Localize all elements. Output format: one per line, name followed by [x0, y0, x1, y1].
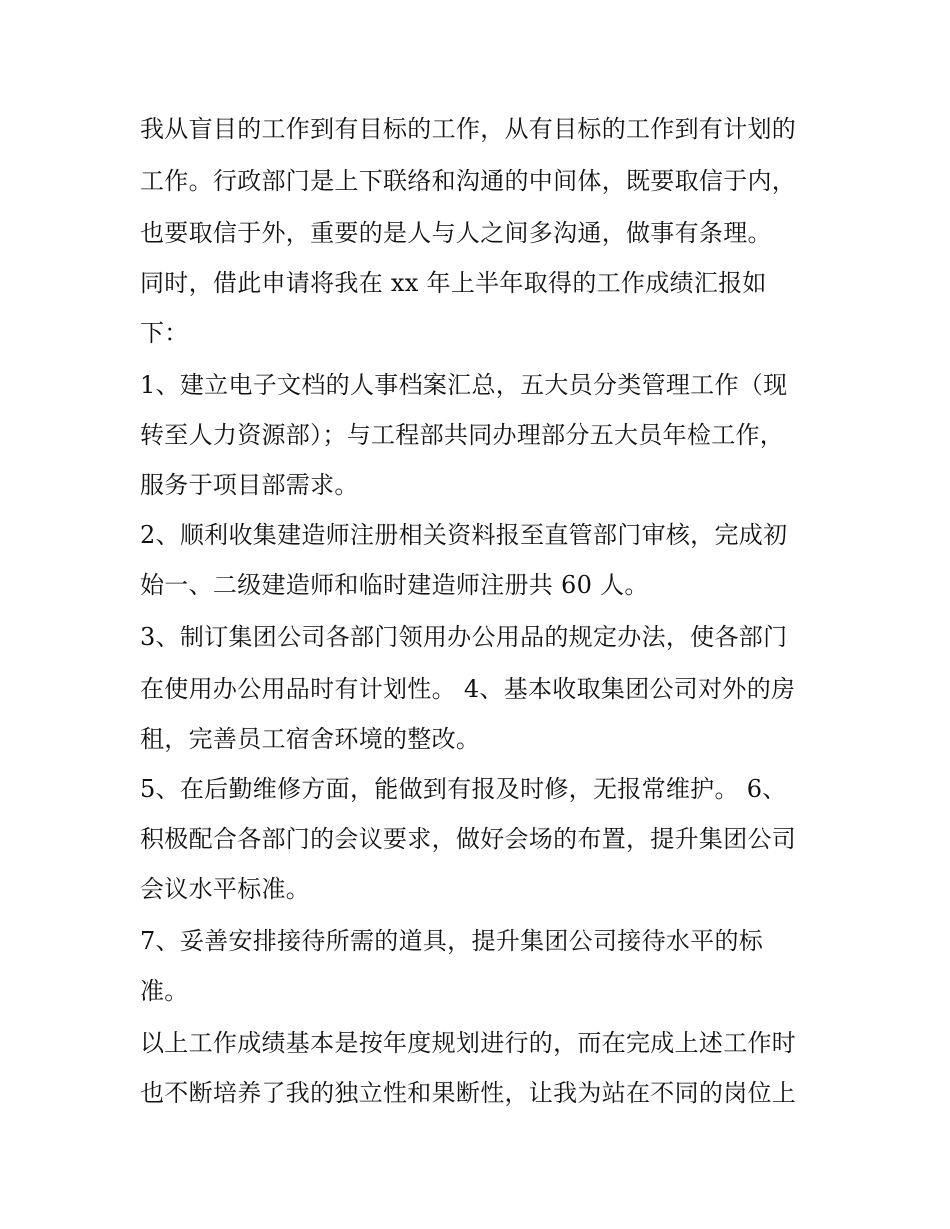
text-line: 1、建立电子文档的人事档案汇总，五大员分类管理工作（现 [140, 371, 788, 399]
text-line: 我从盲目的工作到有目标的工作，从有目标的工作到有计划的 [140, 115, 797, 143]
text-line: 同时，借此申请将我在 xx 年上半年取得的工作成绩汇报如 [140, 269, 767, 297]
text-line: 会议水平标准。 [140, 875, 311, 903]
text-line: 准。 [140, 977, 189, 1005]
text-line: 7、妥善安排接待所需的道具，提升集团公司接待水平的标 [140, 927, 764, 955]
text-line: 下： [140, 319, 189, 347]
text-line: 也要取信于外，重要的是人与人之间多沟通，做事有条理。 [140, 219, 772, 247]
text-line: 5、在后勤维修方面，能做到有报及时修，无报常维护。 6、 [140, 775, 787, 803]
text-line: 在使用办公用品时有计划性。 4、基本收取集团公司对外的房 [140, 675, 796, 703]
text-line: 转至人力资源部）；与工程部共同办理部分五大员年检工作， [140, 421, 785, 449]
text-line: 以上工作成绩基本是按年度规划进行的，而在完成上述工作时 [140, 1029, 797, 1057]
text-line: 2、顺利收集建造师注册相关资料报至直管部门审核，完成初 [140, 521, 788, 549]
text-line: 积极配合各部门的会议要求，做好会场的布置，提升集团公司 [140, 825, 797, 853]
text-line: 始一、二级建造师和临时建造师注册共 60 人。 [140, 571, 649, 599]
text-line: 服务于项目部需求。 [140, 471, 359, 499]
text-line: 3、制订集团公司各部门领用办公用品的规定办法，使各部门 [140, 623, 788, 651]
text-line: 租，完善员工宿舍环境的整改。 [140, 725, 481, 753]
text-line: 也不断培养了我的独立性和果断性，让我为站在不同的岗位上 [140, 1079, 797, 1107]
text-line: 工作。行政部门是上下联络和沟通的中间体，既要取信于内， [140, 167, 797, 195]
